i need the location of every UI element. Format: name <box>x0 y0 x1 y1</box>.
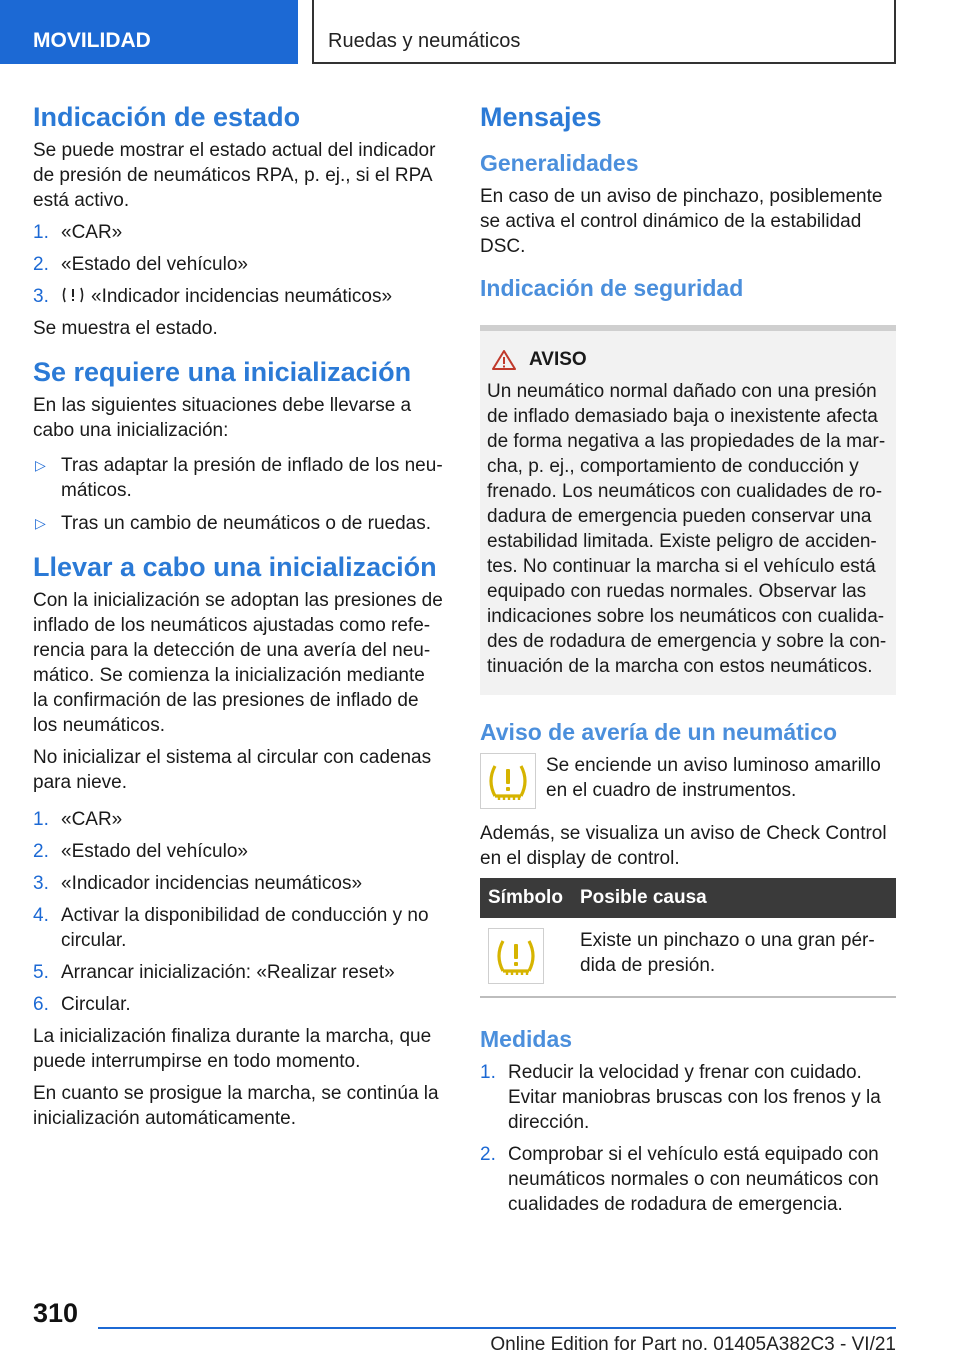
step-number: 4. <box>33 905 49 926</box>
step-text: «Indicador incidencias neumáticos» <box>91 286 393 307</box>
step-number: 2. <box>33 841 49 862</box>
init-p1: Con la inicialización se adoptan las presiones de inflado de los neumáticos ajustadas como refe-rencia para la detección de una avería del neu-mático. Se comienza la inicialización mediante la confirmación de las presiones de inflado de los neumáticos. <box>33 590 443 736</box>
general-heading: Generalidades <box>480 150 639 176</box>
page-number: 310 <box>33 1298 79 1328</box>
symbol-cell <box>480 918 572 997</box>
bullet-triangle-icon: ▷ <box>35 515 46 531</box>
init-required-list <box>33 453 443 536</box>
step-text: «CAR» <box>61 809 123 830</box>
step-text: «Estado del vehículo» <box>61 254 248 275</box>
list-item <box>33 220 443 245</box>
status-result: Se muestra el estado. <box>33 318 218 339</box>
cause-cell: Existe un pinchazo o una gran pér-dida de presión. <box>572 918 896 997</box>
init-p4: En cuanto se prosigue la marcha, se continúa la inicialización automáticamente. <box>33 1083 439 1129</box>
col-cause-header: Posible causa <box>572 878 896 918</box>
safety-heading: Indicación de seguridad <box>480 275 744 301</box>
step-text: Activar la disponibilidad de conducción y no circular. <box>61 905 429 951</box>
step-number: 1. <box>33 809 49 830</box>
table-row <box>480 918 896 997</box>
list-item <box>480 1060 896 1135</box>
status-heading: Indicación de estado <box>33 102 301 132</box>
measures-list <box>480 1060 896 1217</box>
warning-triangle-icon <box>491 349 517 371</box>
step-number: 1. <box>33 222 49 243</box>
step-text: «Estado del vehículo» <box>61 841 248 862</box>
step-number: 6. <box>33 994 49 1015</box>
symbol-table <box>480 878 896 998</box>
list-item <box>33 807 443 832</box>
bullet-text: Tras un cambio de neumáticos o de ruedas. <box>61 513 431 534</box>
step-number: 3. <box>33 286 49 307</box>
col-symbol-header: Símbolo <box>480 878 572 918</box>
messages-heading: Mensajes <box>480 102 602 132</box>
step-number: 5. <box>33 962 49 983</box>
edition-text: Online Edition for Part no. 01405A382C3 - VI/21 <box>490 1334 896 1355</box>
list-item <box>33 960 443 985</box>
fault-text: Se enciende un aviso luminoso amarillo en el cuadro de instrumentos. <box>546 755 881 801</box>
table-header-row <box>480 878 896 918</box>
page-header <box>0 0 960 66</box>
warning-label: AVISO <box>529 349 587 370</box>
init-required-heading: Se requiere una inicialización <box>33 357 412 387</box>
init-p3: La inicialización finaliza durante la marcha, que puede interrumpirse en todo momento. <box>33 1026 432 1072</box>
section-tab: MOVILIDAD <box>0 0 298 64</box>
list-item <box>33 453 443 503</box>
list-item <box>33 871 443 896</box>
tire-pressure-warning-icon <box>491 931 541 981</box>
list-item <box>33 511 443 536</box>
fault-indicator <box>480 753 896 809</box>
tire-warning-icon <box>61 285 85 305</box>
warning-box <box>480 325 896 695</box>
step-number: 3. <box>33 873 49 894</box>
bullet-text: Tras adaptar la presión de inflado de los neu-máticos. <box>61 455 443 501</box>
footer-divider <box>98 1327 896 1329</box>
fault-text-2: Además, se visualiza un aviso de Check Control en el display de control. <box>480 823 887 869</box>
warning-text: Un neumático normal dañado con una presión de inflado demasiado baja o inexistente afecta de forma negativa a las propiedades de la mar-cha, p. ej., comportamiento de conducción y frenado. Los neumáticos con cualidades de ro-dadura de emergencia pueden conservar una estabilidad limitada. Existe peligro de acciden-tes. No continuar la marcha si el vehículo está equipado con ruedas normales. Observar las indicaciones sobre los neumáticos con cualida-des de rodadura de emergencia y sobre la con-tinuación de la marcha con estos neumáticos. <box>487 381 887 677</box>
bullet-triangle-icon: ▷ <box>35 457 46 473</box>
status-steps <box>33 220 443 309</box>
status-intro: Se puede mostrar el estado actual del indicador de presión de neumáticos RPA, p. ej., si el RPA está activo. <box>33 140 436 211</box>
list-item <box>33 992 443 1017</box>
list-item <box>480 1142 896 1217</box>
step-text: Comprobar si el vehículo está equipado con neumáticos normales o con neumáticos con cualidades de rodadura de emergencia. <box>508 1144 879 1215</box>
tpms-warning-light <box>480 753 536 809</box>
warning-header <box>487 349 888 371</box>
list-item <box>33 284 443 309</box>
general-text: En caso de un aviso de pinchazo, posiblemente se activa el control dinámico de la estabilidad DSC. <box>480 186 883 257</box>
step-text: «Indicador incidencias neumáticos» <box>61 873 363 894</box>
init-p2: No inicializar el sistema al circular con cadenas para nieve. <box>33 747 432 793</box>
measures-heading: Medidas <box>480 1026 573 1052</box>
step-number: 1. <box>480 1062 496 1083</box>
step-text: Circular. <box>61 994 131 1015</box>
list-item <box>33 252 443 277</box>
step-number: 2. <box>480 1144 496 1165</box>
step-number: 2. <box>33 254 49 275</box>
left-column <box>33 100 443 1138</box>
list-item <box>33 903 443 953</box>
list-item <box>33 839 443 864</box>
perform-init-heading: Llevar a cabo una inicialización <box>33 552 437 582</box>
right-column <box>480 100 896 1224</box>
step-text: «CAR» <box>61 222 123 243</box>
step-text: Arrancar inicialización: «Realizar reset» <box>61 962 395 983</box>
chapter-title: Ruedas y neumáticos <box>312 0 896 64</box>
init-required-intro: En las siguientes situaciones debe llevarse a cabo una inicialización: <box>33 395 412 441</box>
tire-pressure-warning-icon <box>483 756 533 806</box>
init-steps <box>33 807 443 1017</box>
step-text: Reducir la velocidad y frenar con cuidado. Evitar maniobras bruscas con los frenos y la dirección. <box>508 1062 881 1133</box>
fault-heading: Aviso de avería de un neumático <box>480 719 838 745</box>
tpms-symbol <box>488 928 544 984</box>
